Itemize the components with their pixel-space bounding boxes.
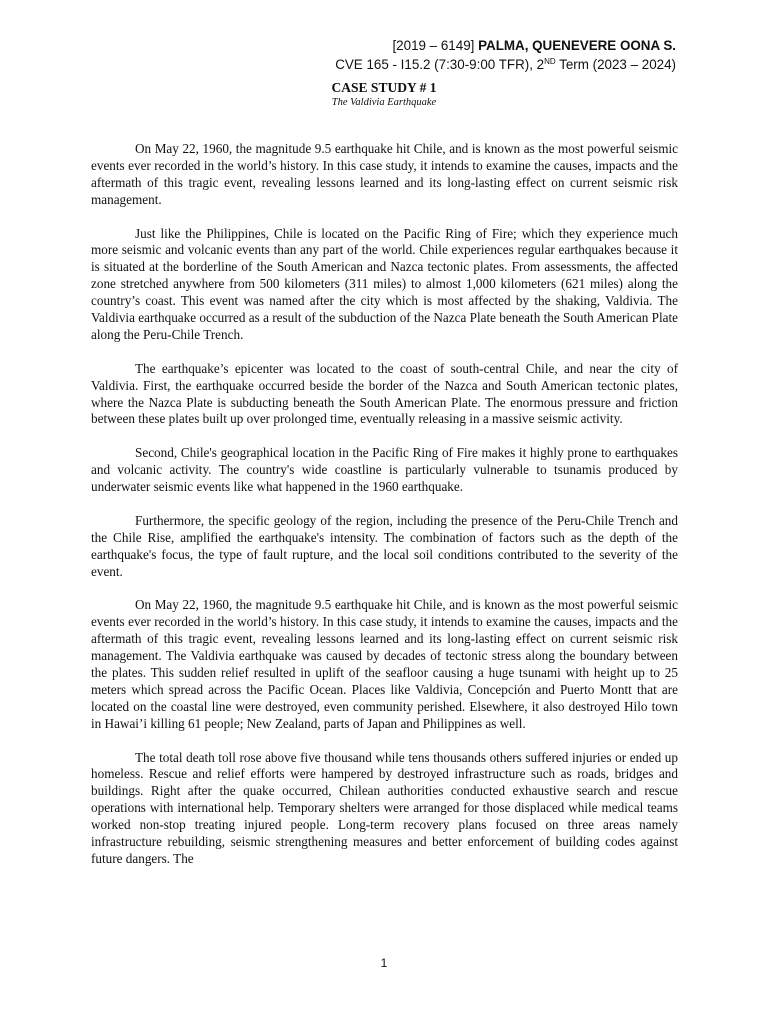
document-title: CASE STUDY # 1 [331, 80, 437, 95]
course-line [335, 55, 676, 74]
course-info: CVE 165 - I15.2 (7:30-9:00 TFR), 2 [335, 57, 545, 72]
term-ordinal: ND [544, 57, 556, 66]
paragraph: The earthquake’s epicenter was located to the coast of south-central Chile, and near the city of Valdivia. First, the earthquake occurred beside the border of the Nazca and South American tectonic plates, where the Nazca Plate is subducting beneath the South American Plate. The enormous pressure and friction between these plates built up over prolonged time, eventually releasing in a massive seismic activity. [91, 360, 678, 427]
title-block [0, 80, 768, 109]
paragraph: The total death toll rose above five thousand while tens thousands others suffered injuries or ended up homeless. Rescue and relief efforts were hampered by destroyed infrastructure such as roads, bridges and buildings. Right after the quake occurred, Chilean authorities conducted exhaustive search and rescue operations with international help. Temporary shelters were arranged for those displaced while medical teams worked non-stop treating injured people. Long-term recovery plans focused on three areas namely infrastructure rebuilding, seismic strengthening measures and better enforcement of building codes against future dangers. The [91, 749, 678, 866]
student-name: PALMA, QUENEVERE OONA S. [478, 38, 676, 53]
paragraph: Furthermore, the specific geology of the region, including the presence of the Peru-Chile Trench and the Chile Rise, amplified the earthquake's intensity. The combination of factors such as the depth of the earthquake's focus, the type of fault rupture, and the local soil conditions contributed to the severity of the event. [91, 512, 678, 579]
term-info: Term (2023 – 2024) [555, 57, 676, 72]
document-subtitle: The Valdivia Earthquake [331, 97, 437, 108]
paragraph: On May 22, 1960, the magnitude 9.5 earthquake hit Chile, and is known as the most powerful seismic events ever recorded in the world’s history. In this case study, it intends to examine the causes, impacts and the aftermath of this tragic event, revealing lessons learned and its long-lasting effect on current seismic risk management. The Valdivia earthquake was caused by decades of tectonic stress along the boundary between the plates. This sudden relief resulted in uplift of the seafloor causing a huge tsunami with height up to 25 meters which spread across the Pacific Ocean. Places like Valdivia, Concepción and Puerto Montt that are located on the coastal line were destroyed, even community perished. Elsewhere, it also destroyed Hilo town in Hawai’i killing 61 people; New Zealand, parts of Japan and Philippines as well. [91, 597, 678, 731]
paragraph: Just like the Philippines, Chile is located on the Pacific Ring of Fire; which they experience much more seismic and volcanic events than any part of the world. Chile experiences regular earthquakes because it is situated at the borderline of the South American and Nazca tectonic plates. From assessments, the affected zone stretched anywhere from 500 kilometers (311 miles) to almost 1,000 kilometers (621 miles) along the country’s coast. This event was named after the city which is most affected by the shaking, Valdivia. The Valdivia earthquake occurred as a result of the subduction of the Nazca Plate beneath the South American Plate along the Peru-Chile Trench. [91, 225, 678, 342]
document-body [91, 141, 678, 868]
student-id: [2019 – 6149] [392, 38, 479, 53]
page-number: 1 [380, 956, 388, 970]
student-line [335, 36, 676, 55]
paragraph: On May 22, 1960, the magnitude 9.5 earthquake hit Chile, and is known as the most powerful seismic events ever recorded in the world’s history. In this case study, it intends to examine the causes, impacts and the aftermath of this tragic event, revealing lessons learned and its long-lasting effect on current seismic risk management. [91, 141, 678, 207]
paragraph: Second, Chile's geographical location in the Pacific Ring of Fire makes it highly prone to earthquakes and volcanic activity. The country's wide coastline is particularly vulnerable to tsunamis produced by underwater seismic events like what happened in the 1960 earthquake. [91, 445, 678, 495]
document-header [335, 36, 676, 74]
